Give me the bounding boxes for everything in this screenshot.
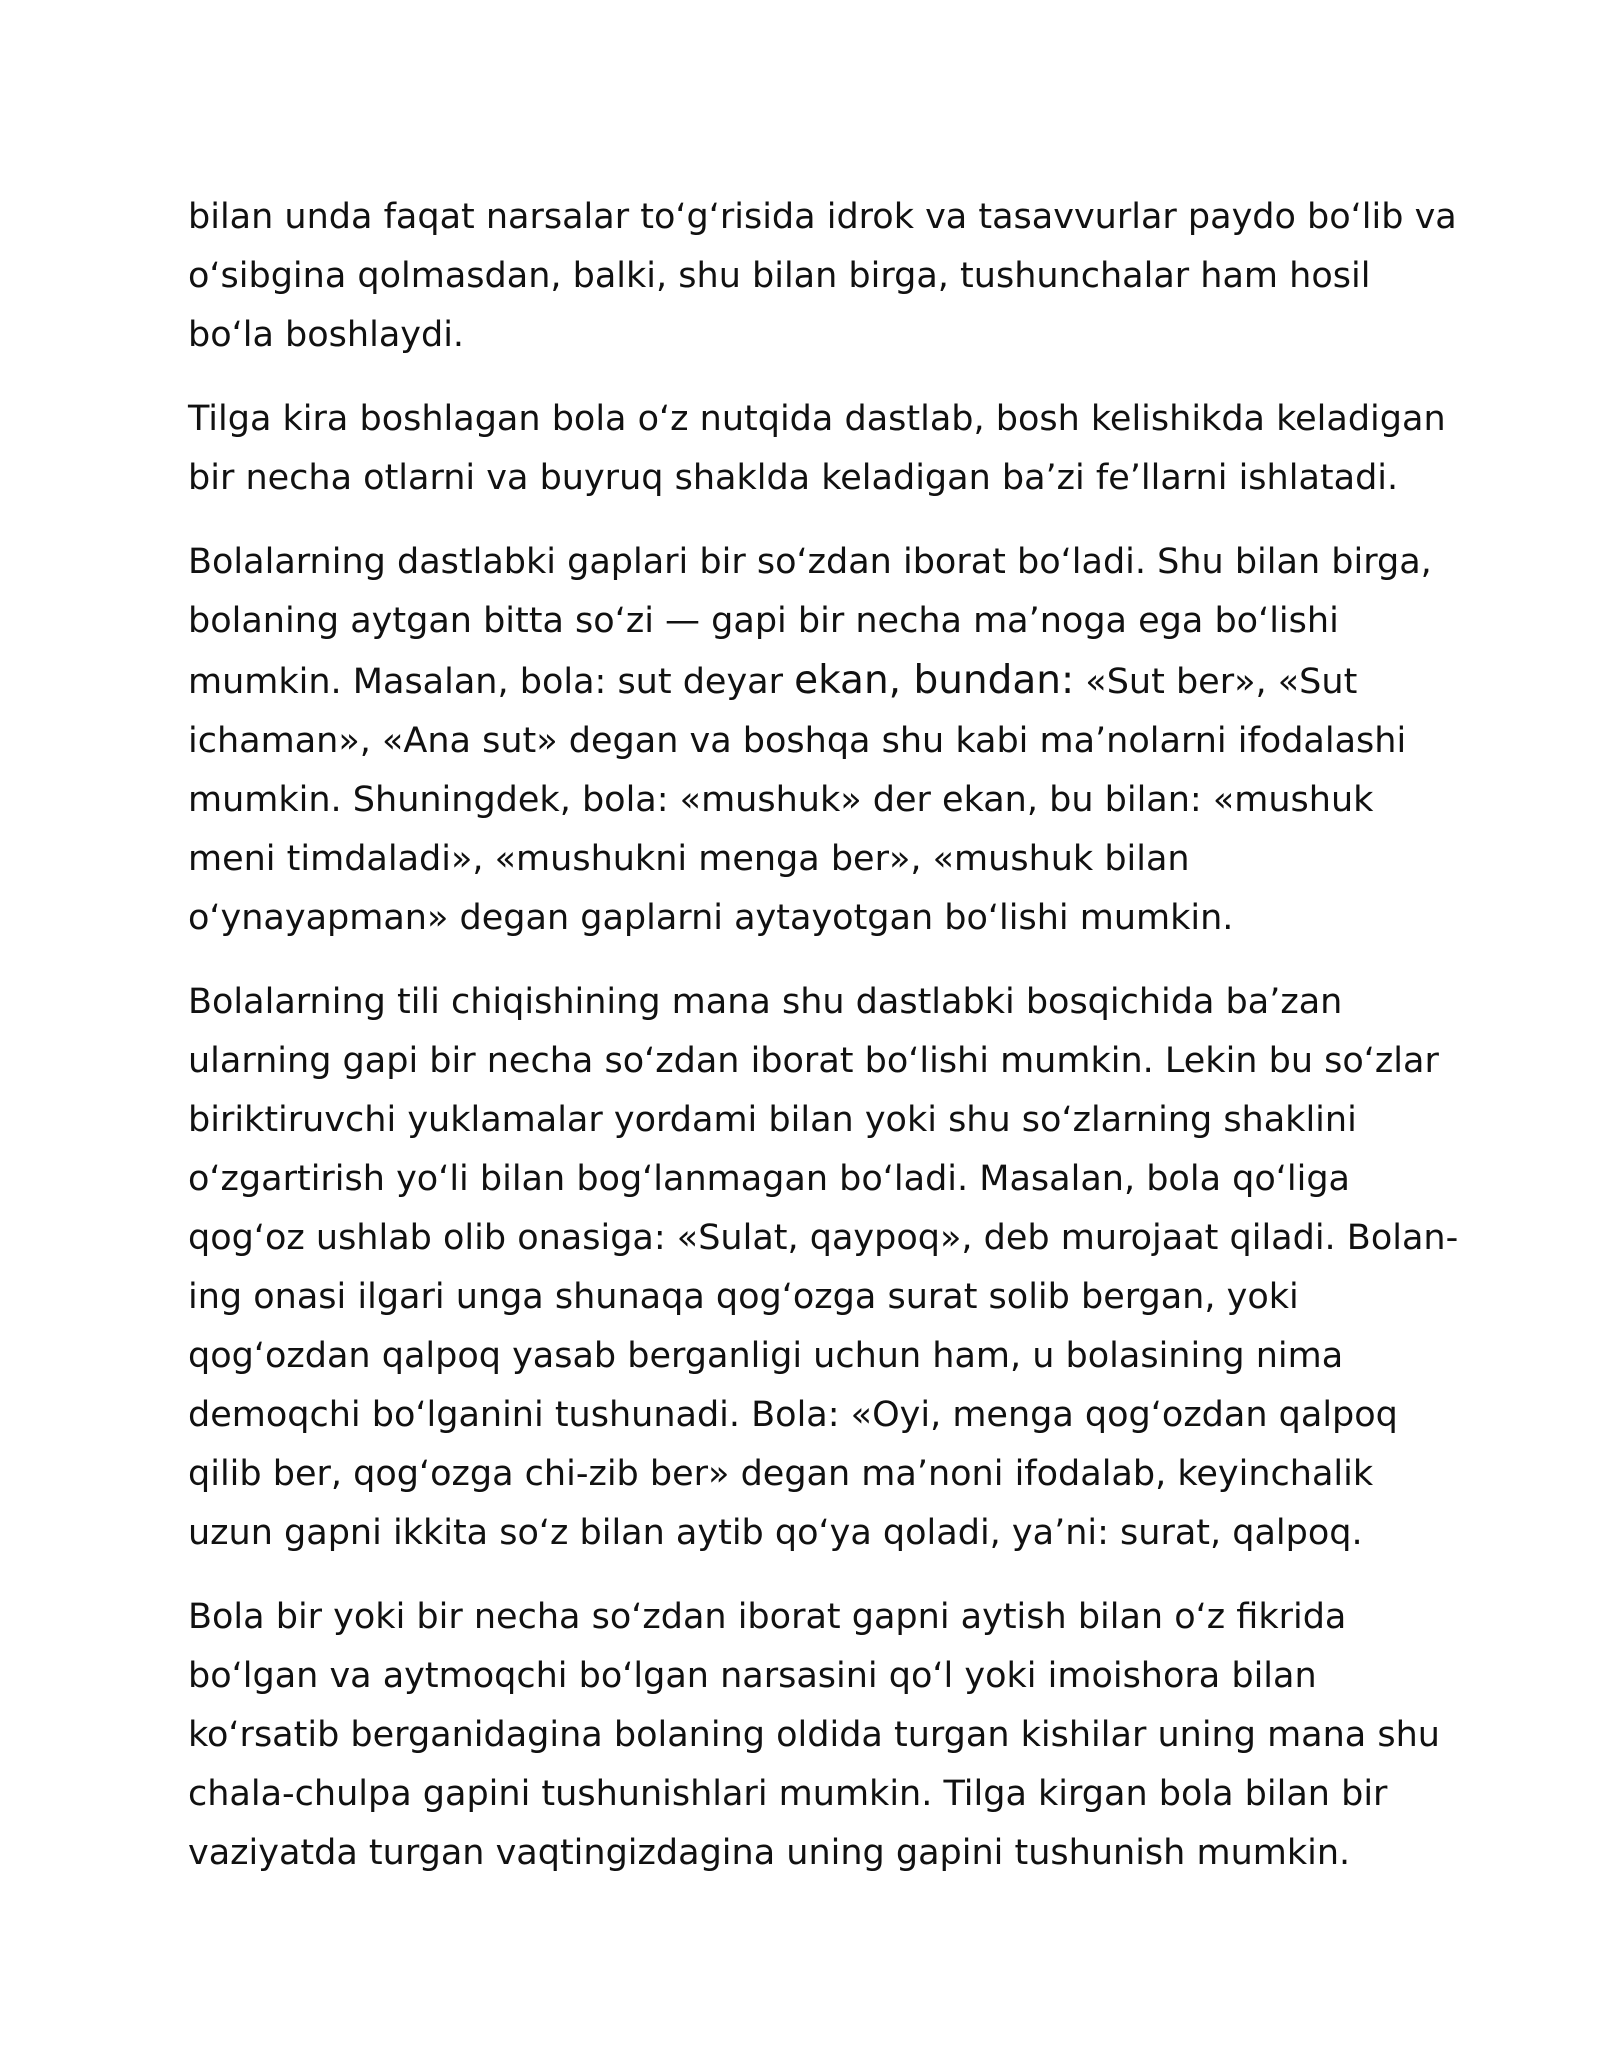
text-line: Tilga kira boshlagan bola oʻz nutqida dastlab, bosh kelishikda keladigan (188, 399, 1446, 439)
text-line: meni timdaladi», «mushukni menga ber», «mushuk bilan (188, 839, 1190, 879)
text-line: boʻlgan va aytmoqchi boʻlgan narsasini qoʻl yoki imoishora bilan (188, 1656, 1317, 1696)
text-line: uzun gapni ikkita soʻz bilan aytib qoʻya qoladi, yaʼni: surat, qalpoq. (188, 1513, 1363, 1553)
text-line: oʻzgartirish yoʻli bilan bogʻlanmagan boʻladi. Masalan, bola qoʻliga (188, 1159, 1351, 1199)
text-line: bilan unda faqat narsalar toʻgʻrisida idrok va tasavvurlar paydo boʻlib va (188, 197, 1457, 237)
paragraph-5 (188, 1588, 1440, 1883)
text-line: qogʻozdan qalpoq yasab berganligi uchun ham, u bolasining nima (188, 1336, 1344, 1376)
text-line: qilib ber, qogʻozga chi-zib ber» degan maʼnoni ifodalab, keyinchalik (188, 1454, 1374, 1494)
document-page (188, 188, 1459, 1908)
text-line: oʻynayapman» degan gaplarni aytayotgan boʻlishi mumkin. (188, 898, 1234, 938)
text-line: demoqchi boʻlganini tushunadi. Bola: «Oyi, menga qogʻozdan qalpoq (188, 1395, 1398, 1435)
paragraph-4 (188, 973, 1459, 1563)
text-line: Bola bir yoki bir necha soʻzdan iborat gapni aytish bilan oʻz fikrida (188, 1597, 1347, 1637)
text-run: «Sut ber», «Sut (1074, 662, 1358, 702)
paragraph-2 (188, 390, 1446, 508)
text-line: chala-chulpa gapini tushunishlari mumkin. Tilga kirgan bola bilan bir (188, 1774, 1388, 1814)
text-run-large: ekan, bundan: (794, 658, 1075, 703)
paragraph-3 (188, 533, 1432, 948)
text-line: boʻla boshlaydi. (188, 315, 465, 355)
text-line: oʻsibgina qolmasdan, balki, shu bilan birga, tushunchalar ham hosil (188, 256, 1371, 296)
text-line: mumkin. Shuningdek, bola: «mushuk» der ekan, bu bilan: «mushuk (188, 780, 1374, 820)
text-line: Bolalarning tili chiqishining mana shu dastlabki bosqichida baʼzan (188, 982, 1343, 1022)
text-line: bolaning aytgan bitta soʻzi — gapi bir necha maʼnoga ega boʻlishi (188, 601, 1339, 641)
text-line: bir necha otlarni va buyruq shaklda keladigan baʼzi feʼllarni ishlatadi. (188, 458, 1399, 498)
text-line: ing onasi ilgari unga shunaqa qogʻozga surat solib bergan, yoki (188, 1277, 1299, 1317)
text-line: biriktiruvchi yuklamalar yordami bilan yoki shu soʻzlarning shaklini (188, 1100, 1357, 1140)
text-line: vaziyatda turgan vaqtingizdagina uning gapini tushunish mumkin. (188, 1833, 1351, 1873)
text-line: ichaman», «Ana sut» degan va boshqa shu kabi maʼnolarni ifodalashi (188, 721, 1407, 761)
paragraph-1 (188, 188, 1457, 365)
text-line: ularning gapi bir necha soʻzdan iborat boʻlishi mumkin. Lekin bu soʻzlar (188, 1041, 1439, 1081)
text-line: qogʻoz ushlab olib onasiga: «Sulat, qaypoq», deb murojaat qiladi. Bolan- (188, 1218, 1459, 1258)
text-line: Bolalarning dastlabki gaplari bir soʻzdan iborat boʻladi. Shu bilan birga, (188, 542, 1432, 582)
text-line-mixed (188, 651, 1428, 712)
text-run: mumkin. Masalan, bola: sut deyar (188, 662, 795, 702)
text-line: koʻrsatib berganidagina bolaning oldida turgan kishilar uning mana shu (188, 1715, 1440, 1755)
